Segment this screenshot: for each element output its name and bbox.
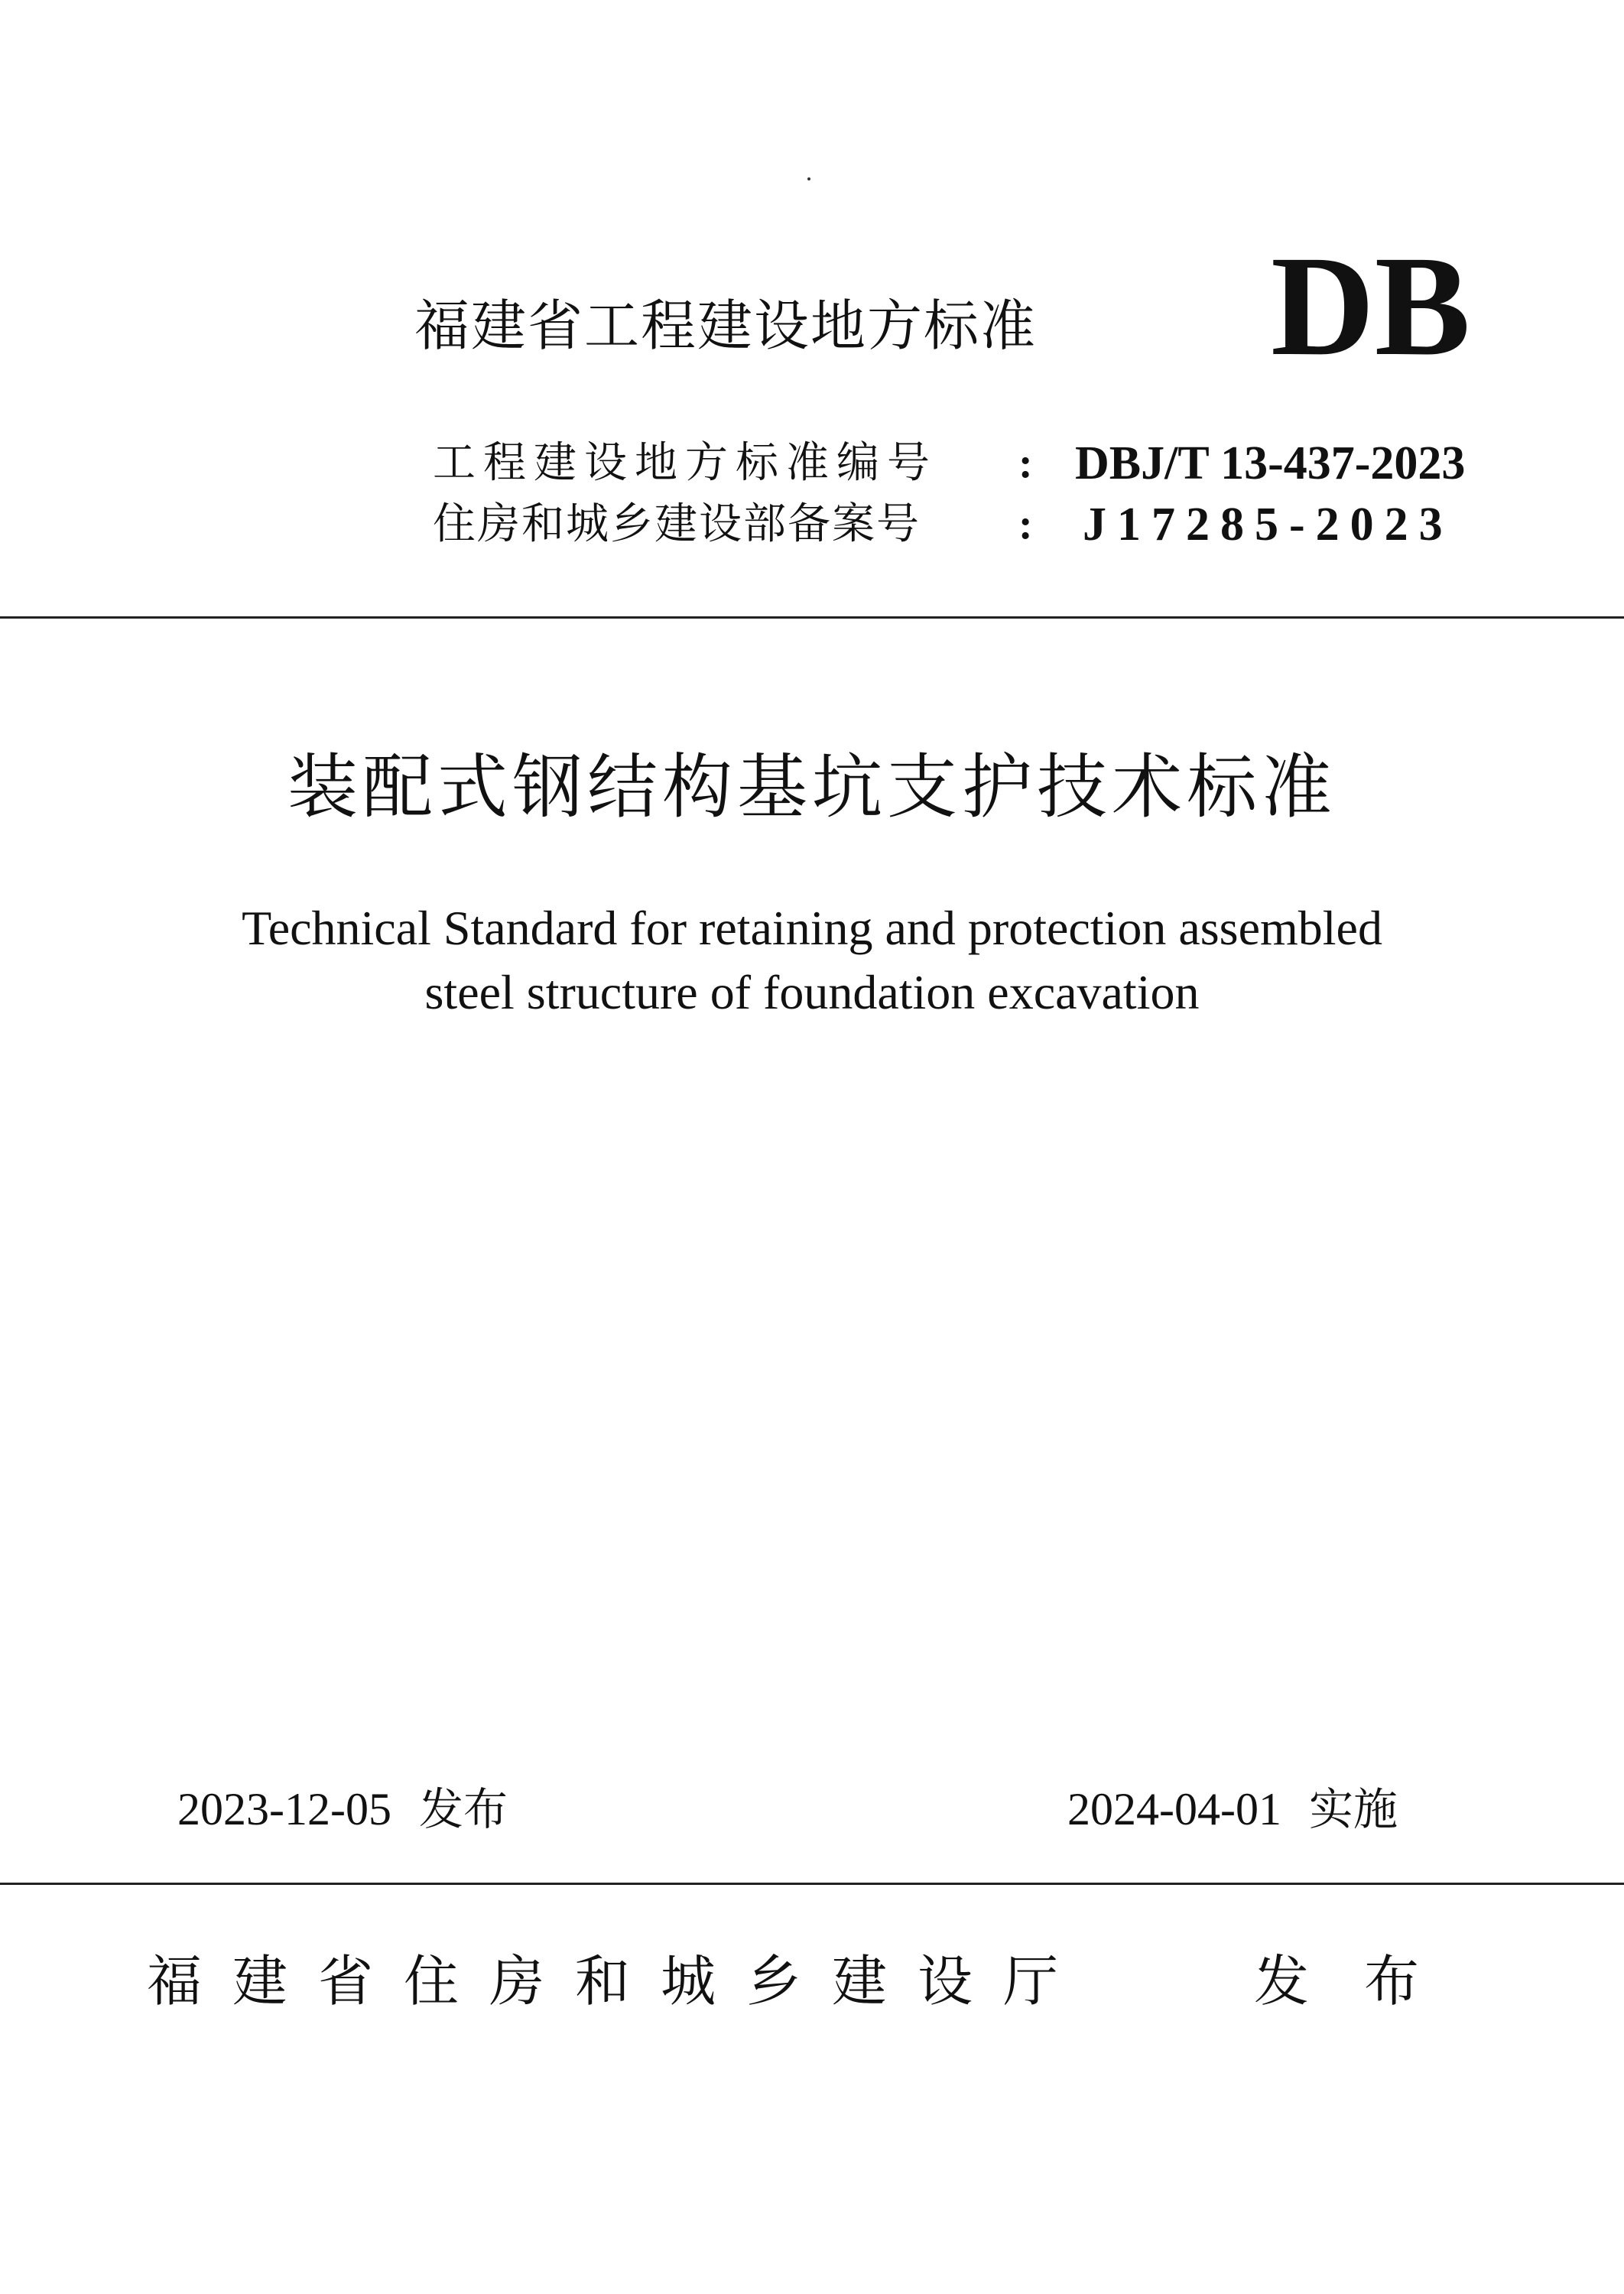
standard-number-label: 工程建设地方标准编号 [433,438,937,488]
record-number-value: J17285-2023 [1083,499,1453,551]
top-dot-mark [807,177,810,180]
publisher-publish-word: 发布 [1254,1949,1475,2013]
title-english-line-1: Technical Standard for retaining and protection assembled [242,901,1382,955]
db-mark: DB [1271,226,1471,385]
issuer-category: 福建省工程建设地方标准 [414,294,1038,358]
bottom-divider [0,1883,1624,1885]
effective-date: 2024-04-01 [1067,1784,1281,1834]
issue-word: 发布 [418,1783,508,1835]
standard-number-value: DBJ/T 13-437-2023 [1075,437,1466,489]
record-number-colon: : [1018,501,1033,548]
publisher-name: 福建省住房和城乡建设厅 [147,1949,1090,2013]
title-chinese: 装配式钢结构基坑支护技术标准 [287,746,1337,828]
issue-date: 2023-12-05 [177,1784,391,1834]
issue-date-block [177,1779,508,1840]
title-english-line-2: steel structure of foundation excavation [424,965,1200,1019]
record-number-label: 住房和城乡建设部备案号 [433,499,921,549]
top-divider [0,616,1624,619]
effective-date-block [1067,1779,1398,1840]
effective-word: 实施 [1308,1783,1398,1835]
standard-number-colon: : [1018,440,1033,487]
